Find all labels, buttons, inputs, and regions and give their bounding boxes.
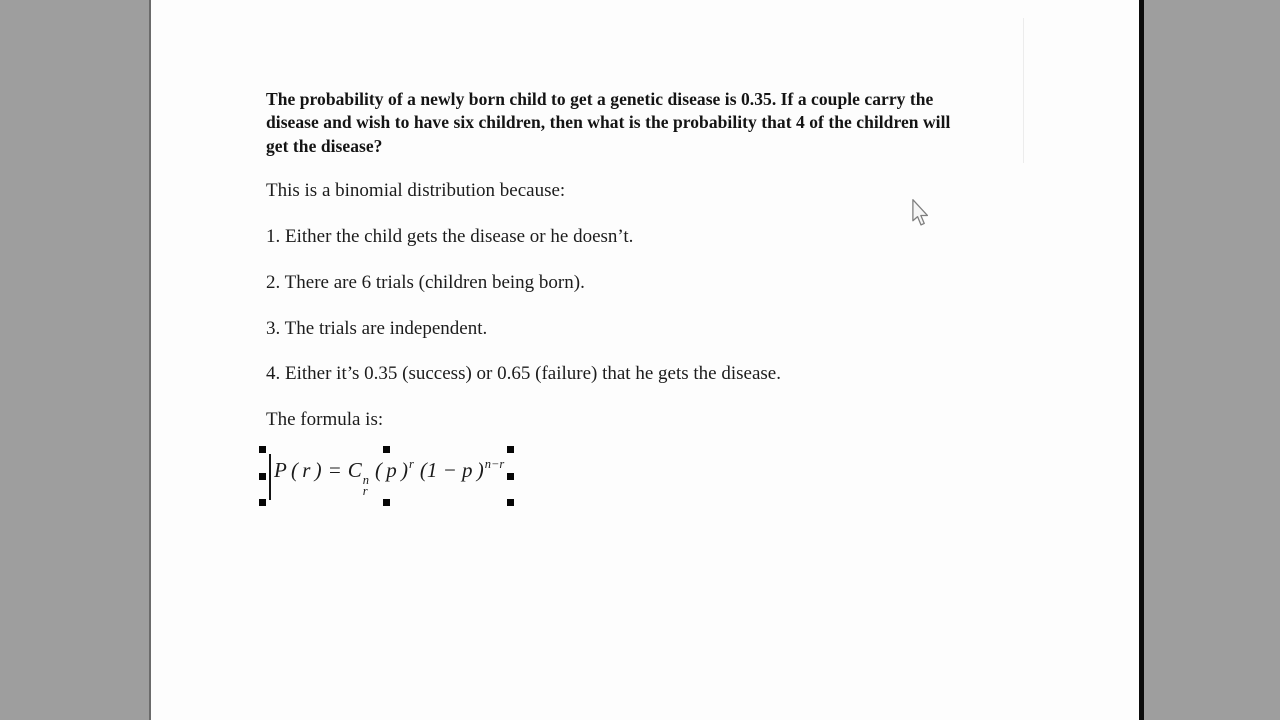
- equation-equals: =: [327, 458, 342, 483]
- equation-term2: (1 − p ): [419, 458, 484, 483]
- selection-handle-middle-right[interactable]: [507, 473, 514, 480]
- problem-statement-line: disease and wish to have six children, then what is the probability that 4 of the children will: [266, 112, 951, 133]
- equation-formula: [274, 458, 504, 497]
- selection-handle-top-right[interactable]: [507, 446, 514, 453]
- selection-handle-top-left[interactable]: [259, 446, 266, 453]
- formula-label: The formula is:: [266, 409, 384, 430]
- equation-combination-base: C: [347, 458, 362, 483]
- problem-statement: [266, 88, 950, 158]
- page-right-border: [1139, 0, 1144, 720]
- equation-object-selected[interactable]: [259, 446, 514, 506]
- text-caret: [269, 454, 271, 500]
- selection-handle-middle-left[interactable]: [259, 473, 266, 480]
- column-guide-artifact: [1023, 18, 1024, 163]
- list-item-1: 1. Either the child gets the disease or he doesn’t.: [266, 226, 634, 247]
- list-item-3: 3. The trials are independent.: [266, 318, 488, 339]
- list-item-2: 2. There are 6 trials (children being born).: [266, 272, 585, 293]
- list-item-4: 4. Either it’s 0.35 (success) or 0.65 (failure) that he gets the disease.: [266, 363, 781, 384]
- problem-statement-line: The probability of a newly born child to get a genetic disease is 0.35. If a couple carry the: [266, 89, 934, 109]
- selection-handle-bottom-right[interactable]: [507, 499, 514, 506]
- equation-combination-superscript: n: [362, 473, 370, 488]
- equation-term1: ( p ): [375, 458, 408, 483]
- equation-combination-subscript: r: [362, 484, 368, 499]
- equation-term2-exponent: n−r: [484, 457, 505, 472]
- selection-handle-bottom-left[interactable]: [259, 499, 266, 506]
- problem-statement-line: get the disease?: [266, 135, 383, 156]
- intro-paragraph: This is a binomial distribution because:: [266, 180, 566, 201]
- equation-combination-scripts: [363, 475, 369, 497]
- document-page[interactable]: [149, 0, 1139, 720]
- equation-term1-exponent: r: [408, 457, 414, 472]
- equation-lhs: P ( r ): [274, 458, 322, 483]
- selection-handle-bottom-middle[interactable]: [383, 499, 390, 506]
- mouse-arrow-pointer: [911, 199, 929, 226]
- selection-handle-top-middle[interactable]: [383, 446, 390, 453]
